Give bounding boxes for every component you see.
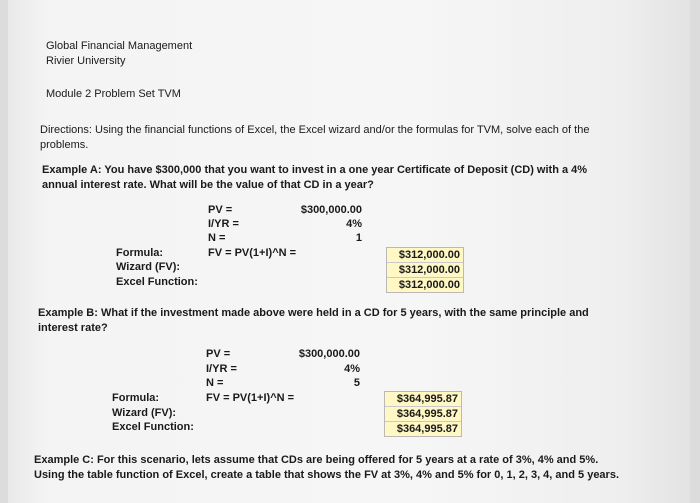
example-b-excel-label: Excel Function:	[112, 421, 194, 433]
example-b-wizard-result: $364,995.87	[385, 407, 461, 422]
example-a-excel-result: $312,000.00	[398, 279, 460, 291]
example-a-formula-result: $312,000.00	[387, 248, 463, 263]
example-a-iyr-label: I/YR =	[208, 218, 239, 230]
example-a-wizard-label: Wizard (FV):	[116, 261, 181, 273]
example-b-pv-value: $300,000.00	[298, 348, 360, 360]
example-a-pv-label: PV =	[208, 204, 233, 216]
course-title: Global Financial Management	[46, 40, 193, 52]
example-a-question: Example A: You have $300,000 that you want to invest in a one year Certificate of Deposit (CD) with a 4% annual interest rate. What will be the value of that CD in a year?	[42, 164, 588, 191]
example-b-pv-label: PV =	[206, 348, 231, 360]
example-b-iyr-value: 4%	[344, 363, 360, 375]
example-c-question: Example C: For this scenario, lets assume that CDs are being offered for 5 years at a rate of 3%, 4% and 5%. Using the table function of Excel, create a table that shows the FV at 3%, 4% and 5% for 0, 1, 2, 3, 4, and 5 years.	[34, 454, 620, 481]
directions-text: Directions: Using the financial functions of Excel, the Excel wizard and/or the formulas for TVM, solve each of the problems.	[40, 124, 590, 151]
example-a-wizard-result: $312,000.00	[387, 263, 463, 278]
example-b-iyr-label: I/YR =	[206, 363, 237, 375]
example-b-wizard-label: Wizard (FV):	[112, 407, 177, 419]
example-b-fv-label: FV = PV(1+I)^N =	[206, 392, 295, 404]
example-a-results	[386, 247, 464, 293]
module-title: Module 2 Problem Set TVM	[46, 88, 181, 100]
example-a-formula-label: Formula:	[116, 247, 164, 259]
example-b-question: Example B: What if the investment made above were held in a CD for 5 years, with the same principle and interest rate?	[38, 307, 589, 334]
example-b-formula-label: Formula:	[112, 392, 160, 404]
document-page	[8, 0, 690, 503]
example-a-excel-label: Excel Function:	[116, 276, 198, 288]
example-a-fv-label: FV = PV(1+I)^N =	[208, 247, 297, 259]
example-a-pv-value: $300,000.00	[300, 204, 362, 216]
university-name: Rivier University	[46, 55, 126, 67]
example-a-n-label: N =	[208, 232, 226, 244]
page-edge-shadow	[620, 0, 690, 503]
example-b-results	[384, 391, 462, 437]
example-b-n-label: N =	[206, 377, 224, 389]
example-a-iyr-value: 4%	[346, 218, 362, 230]
example-b-formula-result: $364,995.87	[385, 392, 461, 407]
example-b-n-value: 5	[353, 377, 360, 389]
example-a-n-value: 1	[355, 232, 362, 244]
example-b-excel-result: $364,995.87	[396, 423, 458, 435]
